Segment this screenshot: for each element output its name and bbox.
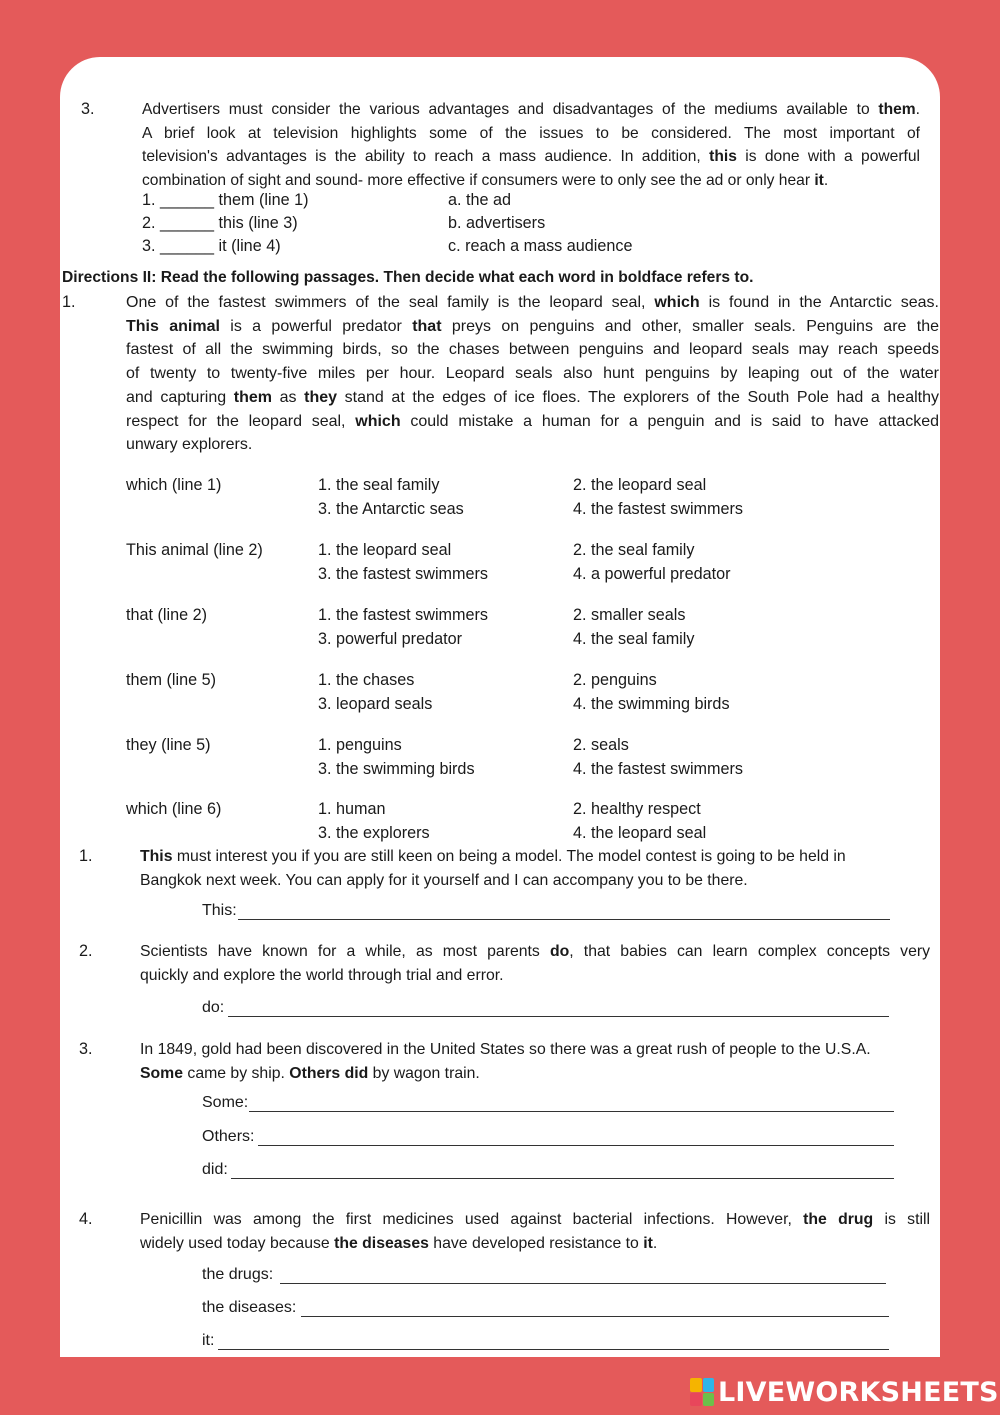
- answer-blank-it[interactable]: [218, 1349, 889, 1350]
- mc-term: they (line 5): [126, 736, 211, 754]
- mc-option[interactable]: 1. human: [318, 800, 386, 818]
- mc-option[interactable]: 1. the seal family: [318, 476, 440, 494]
- passage1-line: and capturing them as they stand at the edges of ice floes. The explorers of the South Pole had a healthy: [126, 388, 940, 406]
- boldface-term: which: [355, 412, 401, 430]
- mc-option[interactable]: 3. powerful predator: [318, 630, 462, 648]
- mc-option[interactable]: 2. penguins: [573, 671, 657, 689]
- section3-line: A brief look at television highlights some of the issues to be considered. The most important of: [142, 124, 920, 142]
- mc-option[interactable]: 3. the explorers: [318, 824, 430, 842]
- directions-heading: Directions II: Read the following passages. Then decide what each word in boldface refers to.: [62, 269, 754, 286]
- exercise2-paragraph: [140, 940, 930, 987]
- mc-option[interactable]: 4. the fastest swimmers: [573, 760, 744, 778]
- passage1-number: 1.: [62, 293, 76, 311]
- exercise4-line: Penicillin was among the first medicines used against bacterial infections. However, the drug is still: [140, 1211, 930, 1228]
- mc-option[interactable]: 3. the fastest swimmers: [318, 565, 489, 583]
- brand-square: [690, 1393, 702, 1407]
- exercise2-line: Scientists have known for a while, as most parents do, that babies can learn complex concepts very: [140, 943, 931, 960]
- mc-term: This animal (line 2): [126, 541, 263, 559]
- exercise3-paragraph: [140, 1038, 930, 1085]
- section3-line: television's advantages is the ability to reach a mass audience. In addition, this is done with a powerful: [142, 148, 920, 165]
- boldface-term: which: [654, 294, 700, 311]
- exercise3-line: In 1849, gold had been discovered in the United States so there was a great rush of people to the U.S.A.: [140, 1041, 871, 1058]
- mc-option[interactable]: 1. the leopard seal: [318, 541, 452, 559]
- brand-wordmark: LIVEWORKSHEETS: [718, 1376, 999, 1408]
- section3-number: 3.: [81, 100, 95, 118]
- brand-square: [690, 1378, 702, 1392]
- boldface-term: that: [412, 317, 442, 335]
- mc-option[interactable]: 1. penguins: [318, 736, 402, 754]
- exercise4-paragraph: [140, 1208, 930, 1255]
- boldface-term: the drug: [803, 1211, 874, 1228]
- passage1-line: fastest of all the swimming birds, so the chases between penguins and leopard seals may reach speeds: [126, 341, 939, 359]
- exercise1-number: 1.: [79, 847, 93, 865]
- mc-option[interactable]: 1. the fastest swimmers: [318, 606, 489, 624]
- answer-label-did: did:: [202, 1161, 228, 1178]
- passage1-line: unwary explorers.: [126, 436, 253, 454]
- exercise3-number: 3.: [79, 1040, 93, 1058]
- answer-blank-the-diseases[interactable]: [301, 1316, 889, 1317]
- section3-line: Advertisers must consider the various advantages and disadvantages of the mediums available to them.: [142, 101, 920, 118]
- mc-option[interactable]: 3. the swimming birds: [318, 760, 475, 778]
- section3-item-left: 3. ______ it (line 4): [142, 237, 281, 255]
- section3-item-left: 2. ______ this (line 3): [142, 214, 298, 232]
- boldface-term: the diseases: [334, 1234, 429, 1252]
- section3-item-right: c. reach a mass audience: [448, 237, 633, 255]
- mc-term: which (line 6): [126, 800, 222, 818]
- answer-blank-this[interactable]: [238, 919, 890, 920]
- mc-term: which (line 1): [126, 476, 222, 494]
- mc-option[interactable]: 3. leopard seals: [318, 695, 433, 713]
- brand-squares-icon: [690, 1378, 714, 1406]
- exercise4-line: widely used today because the diseases have developed resistance to it.: [140, 1234, 658, 1252]
- section3-line: combination of sight and sound- more effective if consumers were to only see the ad or only hear it.: [142, 171, 829, 189]
- boldface-term: Others did: [289, 1064, 369, 1082]
- exercise1-line: Bangkok next week. You can apply for it yourself and I can accompany you to be there.: [140, 871, 748, 889]
- boldface-term: do: [549, 943, 570, 960]
- passage1-line: One of the fastest swimmers of the seal family is the leopard seal, which is found in the Antarctic seas.: [126, 294, 939, 311]
- brand-square: [703, 1393, 715, 1407]
- mc-option[interactable]: 4. the leopard seal: [573, 824, 707, 842]
- answer-label-some: Some:: [202, 1094, 249, 1111]
- mc-option[interactable]: 2. the seal family: [573, 541, 695, 559]
- boldface-term: them: [878, 101, 916, 118]
- answer-blank-others[interactable]: [258, 1145, 894, 1146]
- passage1-line: This animal is a powerful predator that preys on penguins and other, smaller seals. Penguins are the: [126, 317, 940, 335]
- passage1-line: respect for the leopard seal, which could mistake a human for a penguin and is said to have attacked: [126, 412, 940, 430]
- passage1-paragraph: [126, 291, 939, 457]
- boldface-term: this: [709, 148, 737, 165]
- answer-label-the-drugs: the drugs:: [202, 1266, 274, 1283]
- boldface-term: they: [304, 388, 338, 406]
- mc-term: that (line 2): [126, 606, 207, 624]
- mc-option[interactable]: 2. healthy respect: [573, 800, 701, 818]
- exercise3-line: Some came by ship. Others did by wagon train.: [140, 1064, 480, 1082]
- boldface-term: them: [233, 388, 272, 406]
- exercise1-line: This must interest you if you are still keen on being a model. The model contest is going to be held in: [140, 848, 846, 865]
- answer-blank-some[interactable]: [249, 1111, 894, 1112]
- answer-blank-the-drugs[interactable]: [280, 1283, 886, 1284]
- exercise1-paragraph: [140, 845, 930, 892]
- mc-term: them (line 5): [126, 671, 216, 689]
- mc-option[interactable]: 3. the Antarctic seas: [318, 500, 464, 518]
- answer-label-the-diseases: the diseases:: [202, 1299, 297, 1316]
- mc-option[interactable]: 1. the chases: [318, 671, 415, 689]
- exercise2-line: quickly and explore the world through trial and error.: [140, 966, 504, 984]
- section3-item-left: 1. ______ them (line 1): [142, 191, 309, 209]
- exercise2-number: 2.: [79, 942, 93, 960]
- answer-label-do: do:: [202, 999, 225, 1016]
- mc-option[interactable]: 4. the seal family: [573, 630, 695, 648]
- boldface-term: This: [140, 848, 173, 865]
- answer-label-others: Others:: [202, 1128, 255, 1145]
- answer-blank-do[interactable]: [228, 1016, 889, 1017]
- passage1-line: of twenty to twenty-five miles per hour. Leopard seals also hunt penguins by leaping out of the water: [126, 365, 939, 383]
- brand-square: [703, 1378, 715, 1392]
- exercise4-number: 4.: [79, 1210, 93, 1228]
- boldface-term: it: [814, 171, 824, 189]
- answer-blank-did[interactable]: [231, 1178, 894, 1179]
- boldface-term: Some: [140, 1064, 184, 1082]
- mc-option[interactable]: 4. the swimming birds: [573, 695, 730, 713]
- section3-item-right: b. advertisers: [448, 214, 546, 232]
- mc-option[interactable]: 2. smaller seals: [573, 606, 686, 624]
- answer-label-it: it:: [202, 1332, 215, 1349]
- worksheet-page: [60, 57, 940, 1357]
- mc-option[interactable]: 2. seals: [573, 736, 629, 754]
- answer-label-this: This:: [202, 902, 237, 919]
- mc-option[interactable]: 4. a powerful predator: [573, 565, 731, 583]
- boldface-term: it: [643, 1234, 653, 1252]
- section3-item-right: a. the ad: [448, 191, 512, 209]
- section3-paragraph: [142, 98, 920, 192]
- boldface-term: This animal: [126, 317, 220, 335]
- mc-option[interactable]: 2. the leopard seal: [573, 476, 707, 494]
- liveworksheets-logo[interactable]: [690, 1374, 999, 1410]
- mc-option[interactable]: 4. the fastest swimmers: [573, 500, 744, 518]
